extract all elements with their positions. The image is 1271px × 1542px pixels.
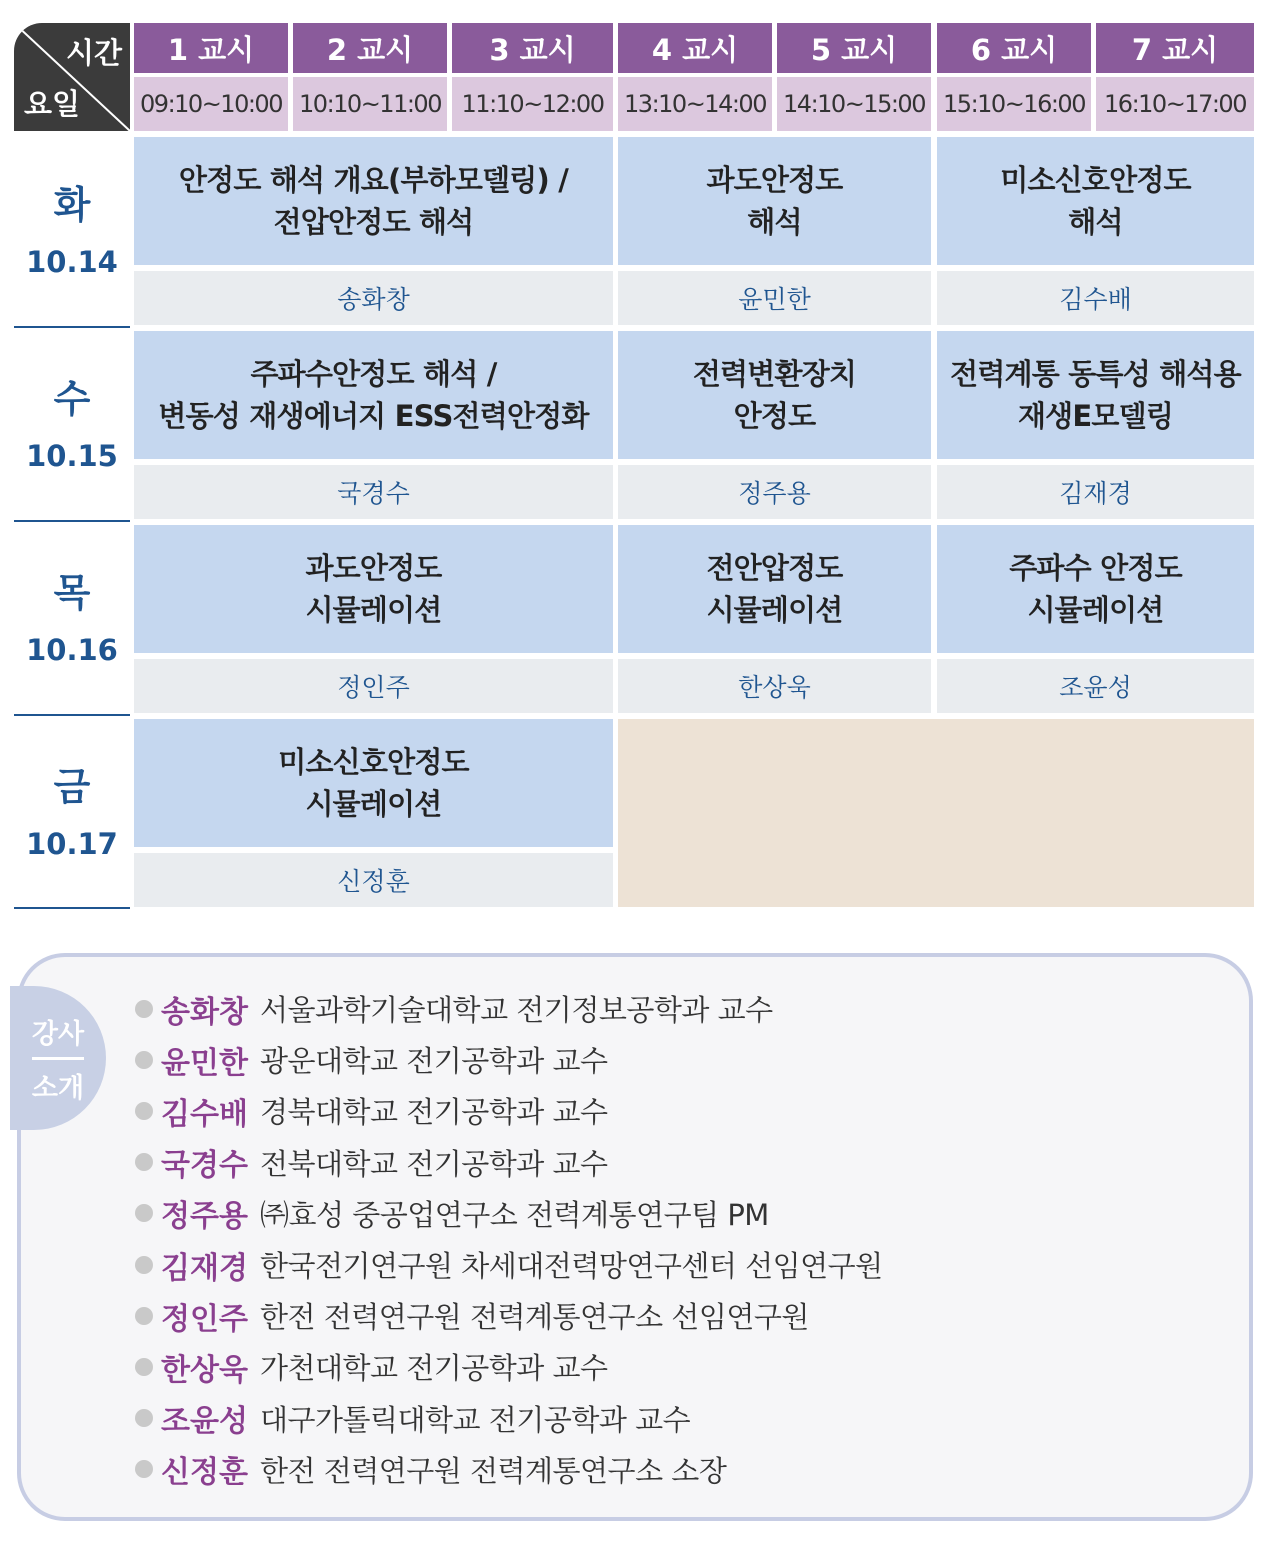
topic-line: 안정도 — [733, 399, 816, 433]
day-cell — [14, 719, 130, 909]
bullet-icon — [135, 1102, 153, 1120]
session-topic — [937, 137, 1254, 265]
bullet-icon — [135, 1256, 153, 1274]
instructor-item — [135, 983, 883, 1034]
instructor-item — [135, 1085, 883, 1136]
session-topic — [134, 137, 613, 265]
instructor-item — [135, 1393, 883, 1444]
period-header: 5 교시 — [777, 23, 931, 73]
instructor-name: 김수배 — [161, 1096, 248, 1132]
day-name: 수 — [53, 377, 91, 422]
day-cell — [14, 525, 130, 715]
session-lecturer: 김수배 — [937, 271, 1254, 325]
day-date: 10.17 — [26, 826, 118, 861]
instructor-item — [135, 1034, 883, 1085]
instructor-affiliation: 한전 전력연구원 전력계통연구소 선임연구원 — [259, 1300, 809, 1335]
instructor-name: 정주용 — [161, 1199, 248, 1235]
period-time: 11:10~12:00 — [452, 77, 613, 131]
bullet-icon — [135, 1000, 153, 1018]
instructor-item — [135, 1444, 883, 1495]
topic-line: 해석 — [1068, 205, 1123, 239]
period-header: 7 교시 — [1096, 23, 1254, 73]
session-lecturer: 정인주 — [134, 659, 613, 713]
instructor-affiliation: 가천대학교 전기공학과 교수 — [259, 1351, 608, 1386]
day-date: 10.15 — [26, 438, 118, 473]
session-topic — [134, 525, 613, 653]
instructor-affiliation: 대구가톨릭대학교 전기공학과 교수 — [259, 1402, 691, 1437]
session-lecturer: 김재경 — [937, 465, 1254, 519]
bullet-icon — [135, 1051, 153, 1069]
period-time: 13:10~14:00 — [618, 77, 772, 131]
bullet-icon — [135, 1153, 153, 1171]
instructor-name: 정인주 — [161, 1301, 248, 1337]
day-cell — [14, 331, 130, 521]
topic-line: 과도안정도 — [305, 550, 442, 585]
instructor-item — [135, 1188, 883, 1239]
topic-line: 전력계통 동특성 해석용 — [950, 356, 1241, 391]
period-time: 14:10~15:00 — [777, 77, 931, 131]
session-lecturer: 조윤성 — [937, 659, 1254, 713]
badge-line: 강사 — [32, 1012, 84, 1060]
day-name: 목 — [53, 571, 91, 616]
bullet-icon — [135, 1204, 153, 1222]
topic-line: 시뮬레이션 — [305, 787, 442, 821]
session-topic — [618, 525, 931, 653]
topic-line: 전압안정도 해석 — [273, 205, 474, 239]
bullet-icon — [135, 1307, 153, 1325]
bullet-icon — [135, 1358, 153, 1376]
row-divider — [14, 326, 130, 328]
session-lecturer: 송화창 — [134, 271, 613, 325]
session-lecturer: 국경수 — [134, 465, 613, 519]
row-divider — [14, 907, 130, 909]
instructor-name: 한상욱 — [161, 1352, 248, 1388]
instructor-affiliation: 경북대학교 전기공학과 교수 — [259, 1095, 608, 1130]
topic-line: 해석 — [747, 205, 802, 239]
instructor-affiliation: 서울과학기술대학교 전기정보공학과 교수 — [259, 993, 773, 1028]
session-topic — [134, 719, 613, 847]
period-header: 1 교시 — [134, 23, 288, 73]
session-lecturer: 한상욱 — [618, 659, 931, 713]
badge-line: 소개 — [31, 1072, 85, 1104]
period-time: 09:10~10:00 — [134, 77, 288, 131]
period-time: 16:10~17:00 — [1096, 77, 1254, 131]
corner-header — [14, 23, 130, 131]
period-header: 6 교시 — [937, 23, 1091, 73]
instructor-name: 조윤성 — [161, 1404, 248, 1440]
instructor-affiliation: 한전 전력연구원 전력계통연구소 소장 — [259, 1453, 727, 1488]
instructor-item — [135, 1239, 883, 1290]
topic-line: 변동성 재생에너지 ESS전력안정화 — [158, 399, 589, 433]
topic-line: 전안압정도 — [706, 550, 843, 585]
topic-line: 미소신호안정도 — [1000, 162, 1191, 197]
topic-line: 재생E모델링 — [1017, 399, 1174, 433]
topic-line: 주파수안정도 해석 / — [250, 356, 497, 391]
instructor-affiliation: ㈜효성 중공업연구소 전력계통연구팀 PM — [259, 1197, 769, 1232]
instructor-affiliation: 전북대학교 전기공학과 교수 — [259, 1146, 608, 1181]
session-lecturer: 윤민한 — [618, 271, 931, 325]
instructor-name: 윤민한 — [161, 1045, 248, 1081]
period-time: 10:10~11:00 — [293, 77, 447, 131]
period-time: 15:10~16:00 — [937, 77, 1091, 131]
session-topic — [937, 331, 1254, 459]
topic-line: 전력변환장치 — [692, 356, 857, 391]
day-date: 10.14 — [26, 244, 118, 279]
session-topic — [134, 331, 613, 459]
instructor-affiliation: 한국전기연구원 차세대전력망연구센터 선임연구원 — [259, 1249, 883, 1284]
instructor-item — [135, 1137, 883, 1188]
period-header: 4 교시 — [618, 23, 772, 73]
period-header: 3 교시 — [452, 23, 613, 73]
topic-line: 시뮬레이션 — [305, 593, 442, 627]
session-topic — [618, 137, 931, 265]
instructor-name: 김재경 — [161, 1250, 248, 1286]
topic-line: 주파수 안정도 — [1009, 550, 1182, 585]
time-axis-label: 시간 — [65, 36, 122, 70]
instructor-affiliation: 광운대학교 전기공학과 교수 — [259, 1044, 608, 1079]
period-header: 2 교시 — [293, 23, 447, 73]
topic-line: 미소신호안정도 — [278, 744, 469, 779]
session-topic — [618, 331, 931, 459]
session-lecturer: 신정훈 — [134, 853, 613, 907]
topic-line: 시뮬레이션 — [1027, 593, 1164, 627]
session-topic — [937, 525, 1254, 653]
topic-line: 안정도 해석 개요(부하모델링) / — [178, 162, 569, 197]
day-name: 금 — [53, 765, 91, 810]
instructor-list — [135, 983, 883, 1495]
day-name: 화 — [53, 183, 91, 228]
row-divider — [14, 520, 130, 522]
instructor-item — [135, 1341, 883, 1392]
session-lecturer: 정주용 — [618, 465, 931, 519]
instructor-name: 신정훈 — [161, 1455, 248, 1491]
day-cell — [14, 137, 130, 327]
row-divider — [14, 714, 130, 716]
instructor-item — [135, 1290, 883, 1341]
instructor-name: 송화창 — [161, 994, 248, 1030]
day-axis-label: 요일 — [24, 87, 81, 121]
topic-line: 과도안정도 — [706, 162, 843, 197]
bullet-icon — [135, 1460, 153, 1478]
topic-line: 시뮬레이션 — [706, 593, 843, 627]
day-date: 10.16 — [26, 632, 118, 667]
instructor-name: 국경수 — [161, 1148, 248, 1184]
bullet-icon — [135, 1409, 153, 1427]
empty-slot — [618, 719, 1254, 907]
